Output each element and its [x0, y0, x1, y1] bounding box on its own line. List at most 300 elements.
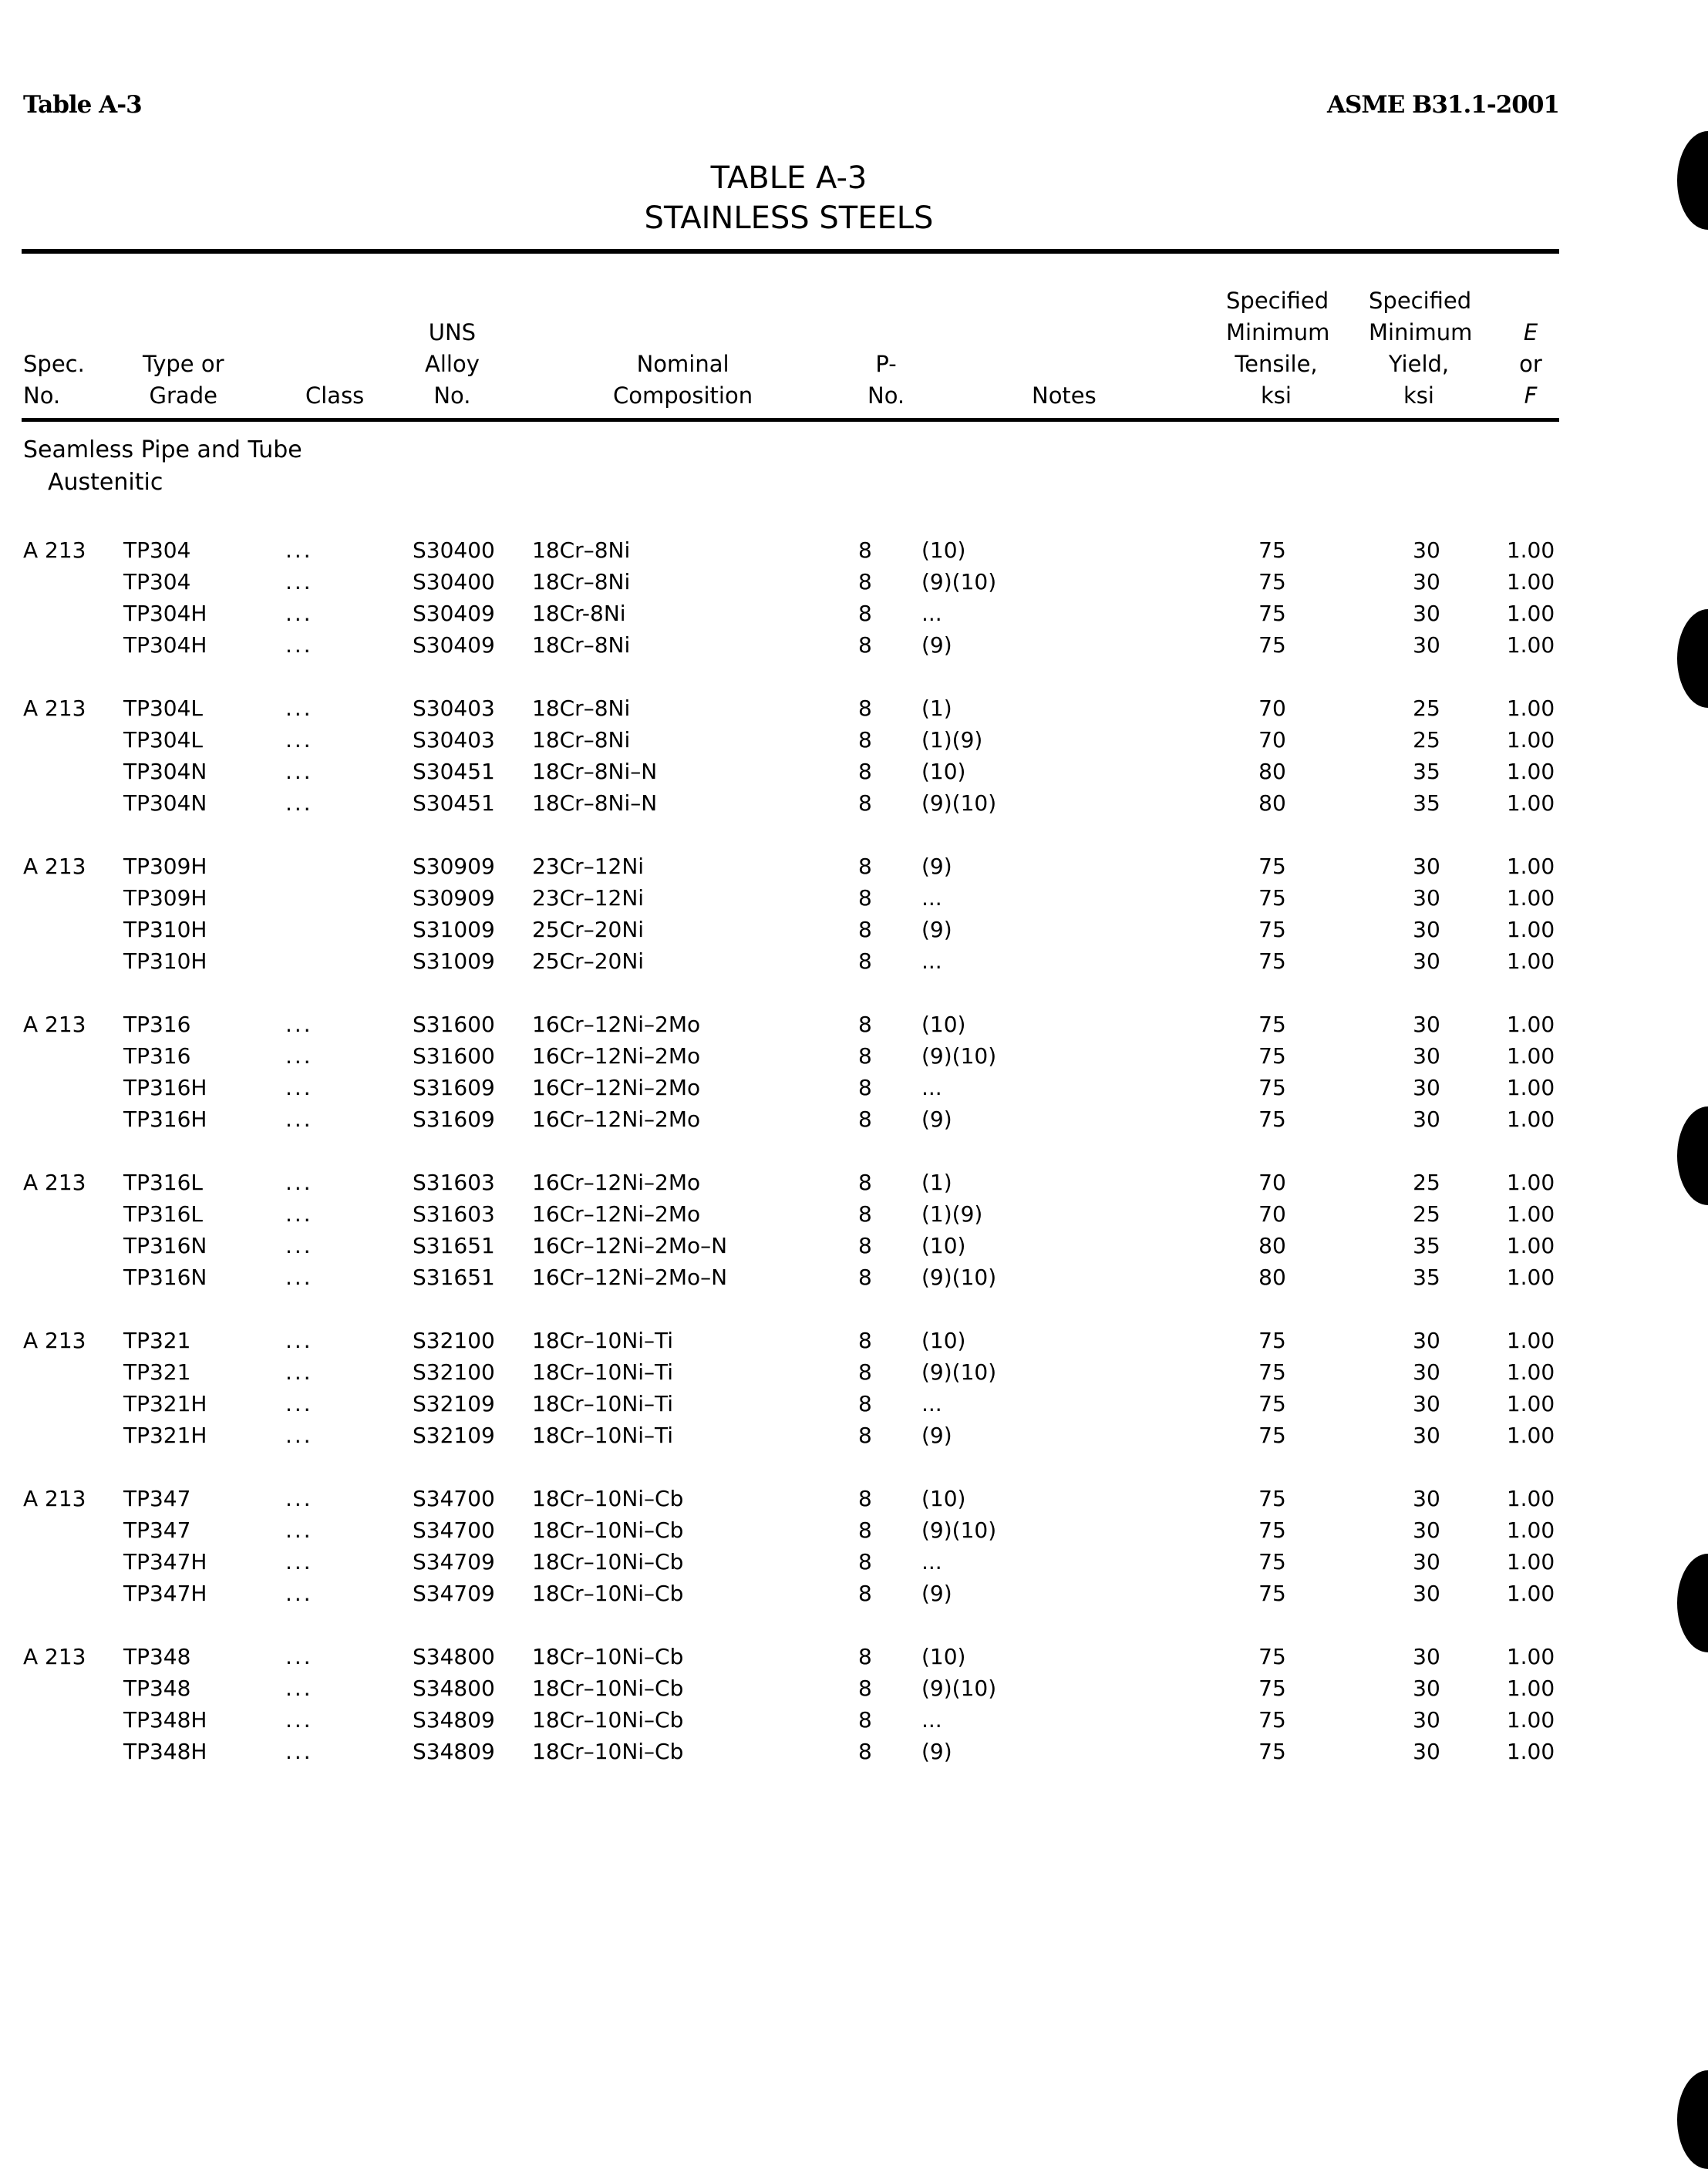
cell-class: ... — [285, 1233, 313, 1258]
cell-tensile: 75 — [1258, 601, 1286, 626]
cell-p-no: 8 — [858, 1486, 872, 1511]
cell-tensile: 75 — [1258, 1486, 1286, 1511]
cell-class: ... — [285, 1328, 313, 1353]
cell-class: ... — [285, 1170, 313, 1195]
cell-e-or-f: 1.00 — [1506, 1265, 1555, 1290]
cell-class: ... — [285, 1106, 313, 1132]
cell-notes: (10) — [921, 537, 966, 563]
cell-type-grade: TP304 — [123, 569, 191, 594]
cell-type-grade: TP304H — [123, 601, 207, 626]
cell-composition: 16Cr–12Ni–2Mo — [532, 1170, 701, 1195]
row-group — [0, 534, 1708, 692]
cell-uns-alloy: S34709 — [413, 1549, 495, 1575]
cell-composition: 18Cr–10Ni–Ti — [532, 1423, 674, 1448]
row-group — [0, 1009, 1708, 1167]
cell-type-grade: TP316L — [123, 1201, 204, 1227]
cell-composition: 18Cr–10Ni–Cb — [532, 1707, 684, 1733]
cell-uns-alloy: S31603 — [413, 1201, 495, 1227]
cell-yield: 30 — [1413, 1359, 1440, 1385]
cell-class: ... — [285, 1549, 313, 1575]
cell-p-no: 8 — [858, 759, 872, 784]
cell-p-no: 8 — [858, 727, 872, 753]
cell-yield: 30 — [1413, 1486, 1440, 1511]
cell-type-grade: TP321 — [123, 1328, 191, 1353]
cell-uns-alloy: S31600 — [413, 1043, 495, 1069]
cell-class: ... — [285, 632, 313, 658]
cell-composition: 25Cr–20Ni — [532, 917, 645, 942]
cell-type-grade: TP348 — [123, 1644, 191, 1669]
table-row — [0, 1261, 1708, 1293]
cell-class: ... — [285, 1043, 313, 1069]
cell-type-grade: TP304H — [123, 632, 207, 658]
cell-uns-alloy: S30451 — [413, 790, 495, 816]
cell-composition: 18Cr–10Ni–Cb — [532, 1581, 684, 1606]
table-row — [0, 692, 1708, 724]
cell-p-no: 8 — [858, 948, 872, 974]
cell-uns-alloy: S31600 — [413, 1012, 495, 1037]
cell-yield: 30 — [1413, 1739, 1440, 1764]
cell-e-or-f: 1.00 — [1506, 1075, 1555, 1100]
cell-yield: 30 — [1413, 537, 1440, 563]
cell-uns-alloy: S34700 — [413, 1486, 495, 1511]
table-row — [0, 1230, 1708, 1261]
cell-type-grade: TP309H — [123, 854, 207, 879]
cell-class: ... — [285, 790, 313, 816]
cell-yield: 30 — [1413, 1549, 1440, 1575]
cell-type-grade: TP348H — [123, 1739, 207, 1764]
cell-tensile: 75 — [1258, 1075, 1286, 1100]
cell-yield: 30 — [1413, 569, 1440, 594]
table-row — [0, 534, 1708, 566]
cell-composition: 18Cr–8Ni — [532, 569, 631, 594]
cell-tensile: 75 — [1258, 917, 1286, 942]
table-row — [0, 1356, 1708, 1388]
cell-class: ... — [285, 601, 313, 626]
cell-uns-alloy: S31009 — [413, 917, 495, 942]
table-row — [0, 1072, 1708, 1103]
cell-e-or-f: 1.00 — [1506, 1359, 1555, 1385]
row-group — [0, 1167, 1708, 1325]
cell-e-or-f: 1.00 — [1506, 1043, 1555, 1069]
cell-type-grade: TP310H — [123, 917, 207, 942]
col-header-uns: UNS Alloy No. — [425, 319, 480, 409]
cell-spec: A 213 — [23, 537, 86, 563]
cell-yield: 30 — [1413, 1043, 1440, 1069]
table-row — [0, 1009, 1708, 1040]
cell-composition: 23Cr–12Ni — [532, 885, 645, 911]
cell-uns-alloy: S34800 — [413, 1644, 495, 1669]
cell-yield: 30 — [1413, 1644, 1440, 1669]
col-header-type: Type or Grade — [143, 351, 224, 409]
cell-notes: (9)(10) — [921, 1359, 997, 1385]
cell-class: ... — [285, 1359, 313, 1385]
cell-e-or-f: 1.00 — [1506, 569, 1555, 594]
cell-composition: 18Cr–10Ni–Cb — [532, 1517, 684, 1543]
cell-uns-alloy: S32109 — [413, 1391, 495, 1416]
cell-p-no: 8 — [858, 854, 872, 879]
cell-uns-alloy: S31651 — [413, 1265, 495, 1290]
cell-tensile: 75 — [1258, 569, 1286, 594]
cell-tensile: 70 — [1258, 1170, 1286, 1195]
cell-p-no: 8 — [858, 632, 872, 658]
cell-class: ... — [285, 727, 313, 753]
cell-type-grade: TP348H — [123, 1707, 207, 1733]
cell-composition: 16Cr–12Ni–2Mo — [532, 1043, 701, 1069]
cell-p-no: 8 — [858, 1644, 872, 1669]
cell-composition: 18Cr–10Ni–Cb — [532, 1739, 684, 1764]
cell-uns-alloy: S30909 — [413, 885, 495, 911]
cell-composition: 18Cr–8Ni–N — [532, 790, 658, 816]
cell-e-or-f: 1.00 — [1506, 854, 1555, 879]
cell-tensile: 75 — [1258, 537, 1286, 563]
cell-yield: 35 — [1413, 1265, 1440, 1290]
cell-class: ... — [285, 1201, 313, 1227]
cell-e-or-f: 1.00 — [1506, 1423, 1555, 1448]
cell-type-grade: TP316 — [123, 1043, 191, 1069]
table-title — [0, 158, 1578, 238]
cell-composition: 18Cr–8Ni — [532, 695, 631, 721]
cell-yield: 35 — [1413, 759, 1440, 784]
cell-e-or-f: 1.00 — [1506, 1739, 1555, 1764]
table-row — [0, 1514, 1708, 1546]
cell-p-no: 8 — [858, 1201, 872, 1227]
table-row — [0, 724, 1708, 756]
cell-notes: (1)(9) — [921, 727, 983, 753]
cell-notes: (10) — [921, 759, 966, 784]
cell-yield: 25 — [1413, 1170, 1440, 1195]
cell-notes: (9) — [921, 917, 952, 942]
cell-composition: 18Cr–10Ni–Cb — [532, 1676, 684, 1701]
col-header-notes: Notes — [1032, 382, 1097, 409]
cell-uns-alloy: S30451 — [413, 759, 495, 784]
cell-e-or-f: 1.00 — [1506, 1644, 1555, 1669]
cell-notes: (9) — [921, 854, 952, 879]
table-row — [0, 1704, 1708, 1736]
table-row — [0, 1040, 1708, 1072]
table-row — [0, 1736, 1708, 1767]
table-row — [0, 1198, 1708, 1230]
cell-type-grade: TP316 — [123, 1012, 191, 1037]
table-row — [0, 756, 1708, 787]
cell-notes: (10) — [921, 1233, 966, 1258]
cell-yield: 30 — [1413, 1581, 1440, 1606]
cell-spec: A 213 — [23, 1170, 86, 1195]
section-subtitle: Austenitic — [48, 469, 163, 496]
cell-type-grade: TP347H — [123, 1581, 207, 1606]
cell-uns-alloy: S34700 — [413, 1517, 495, 1543]
cell-spec: A 213 — [23, 1644, 86, 1669]
cell-composition: 18Cr–8Ni–N — [532, 759, 658, 784]
cell-type-grade: TP321H — [123, 1423, 207, 1448]
cell-composition: 18Cr–8Ni — [532, 727, 631, 753]
cell-tensile: 70 — [1258, 727, 1286, 753]
cell-composition: 18Cr–10Ni–Cb — [532, 1486, 684, 1511]
cell-spec: A 213 — [23, 1012, 86, 1037]
cell-e-or-f: 1.00 — [1506, 790, 1555, 816]
cell-type-grade: TP347 — [123, 1517, 191, 1543]
cell-e-or-f: 1.00 — [1506, 1517, 1555, 1543]
cell-uns-alloy: S30400 — [413, 569, 495, 594]
cell-composition: 18Cr–10Ni–Cb — [532, 1644, 684, 1669]
cell-p-no: 8 — [858, 569, 872, 594]
table-title-line1: TABLE A-3 — [710, 160, 867, 196]
cell-e-or-f: 1.00 — [1506, 1106, 1555, 1132]
cell-spec: A 213 — [23, 854, 86, 879]
cell-composition: 16Cr–12Ni–2Mo–N — [532, 1233, 728, 1258]
cell-tensile: 75 — [1258, 854, 1286, 879]
cell-composition: 16Cr–12Ni–2Mo — [532, 1106, 701, 1132]
cell-p-no: 8 — [858, 885, 872, 911]
cell-notes: (9)(10) — [921, 790, 997, 816]
cell-e-or-f: 1.00 — [1506, 632, 1555, 658]
cell-notes: (9) — [921, 1106, 952, 1132]
cell-p-no: 8 — [858, 917, 872, 942]
cell-tensile: 75 — [1258, 1328, 1286, 1353]
cell-class: ... — [285, 695, 313, 721]
cell-notes: (9)(10) — [921, 1676, 997, 1701]
row-group — [0, 850, 1708, 1009]
cell-notes: (1) — [921, 695, 952, 721]
cell-e-or-f: 1.00 — [1506, 1707, 1555, 1733]
cell-notes: (9)(10) — [921, 1043, 997, 1069]
cell-class: ... — [285, 1644, 313, 1669]
table-row — [0, 1325, 1708, 1356]
cell-uns-alloy: S31603 — [413, 1170, 495, 1195]
cell-p-no: 8 — [858, 1676, 872, 1701]
row-group — [0, 1325, 1708, 1483]
cell-p-no: 8 — [858, 1012, 872, 1037]
cell-p-no: 8 — [858, 1423, 872, 1448]
cell-composition: 18Cr–10Ni–Ti — [532, 1391, 674, 1416]
cell-e-or-f: 1.00 — [1506, 1328, 1555, 1353]
cell-composition: 16Cr–12Ni–2Mo — [532, 1075, 701, 1100]
cell-composition: 25Cr–20Ni — [532, 948, 645, 974]
cell-tensile: 75 — [1258, 1391, 1286, 1416]
col-header-e-or-f: E or F — [1519, 319, 1542, 409]
cell-uns-alloy: S30403 — [413, 695, 495, 721]
cell-composition: 23Cr–12Ni — [532, 854, 645, 879]
cell-class: ... — [285, 1676, 313, 1701]
table-row — [0, 1103, 1708, 1135]
cell-tensile: 75 — [1258, 1043, 1286, 1069]
cell-composition: 18Cr–10Ni–Ti — [532, 1328, 674, 1353]
cell-uns-alloy: S30400 — [413, 537, 495, 563]
cell-p-no: 8 — [858, 1233, 872, 1258]
cell-uns-alloy: S32100 — [413, 1328, 495, 1353]
col-header-class: Class — [305, 382, 365, 409]
cell-notes: ... — [921, 601, 942, 626]
cell-tensile: 75 — [1258, 1423, 1286, 1448]
cell-class: ... — [285, 1012, 313, 1037]
cell-e-or-f: 1.00 — [1506, 759, 1555, 784]
col-header-composition: Nominal Composition — [613, 351, 753, 409]
cell-class: ... — [285, 1581, 313, 1606]
cell-uns-alloy: S30909 — [413, 854, 495, 879]
cell-uns-alloy: S31651 — [413, 1233, 495, 1258]
cell-yield: 35 — [1413, 790, 1440, 816]
cell-tensile: 75 — [1258, 1106, 1286, 1132]
table-row — [0, 598, 1708, 629]
cell-uns-alloy: S34809 — [413, 1707, 495, 1733]
table-row — [0, 914, 1708, 945]
cell-yield: 30 — [1413, 1012, 1440, 1037]
cell-e-or-f: 1.00 — [1506, 1676, 1555, 1701]
page-header-right: ASME B31.1-2001 — [1326, 91, 1559, 119]
cell-tensile: 75 — [1258, 1581, 1286, 1606]
cell-class: ... — [285, 569, 313, 594]
cell-tensile: 75 — [1258, 1517, 1286, 1543]
cell-tensile: 75 — [1258, 948, 1286, 974]
cell-class: ... — [285, 759, 313, 784]
col-header-spec: Spec. No. — [23, 351, 85, 409]
cell-notes: ... — [921, 1707, 942, 1733]
cell-uns-alloy: S34809 — [413, 1739, 495, 1764]
cell-composition: 18Cr–10Ni–Ti — [532, 1359, 674, 1385]
cell-tensile: 75 — [1258, 1012, 1286, 1037]
cell-type-grade: TP304N — [123, 759, 207, 784]
table-row — [0, 1167, 1708, 1198]
cell-spec: A 213 — [23, 1486, 86, 1511]
table-row — [0, 1672, 1708, 1704]
cell-notes: ... — [921, 1549, 942, 1575]
cell-p-no: 8 — [858, 601, 872, 626]
row-group — [0, 692, 1708, 850]
cell-p-no: 8 — [858, 1391, 872, 1416]
cell-type-grade: TP316N — [123, 1265, 207, 1290]
cell-composition: 18Cr–8Ni — [532, 537, 631, 563]
cell-class: ... — [285, 1517, 313, 1543]
cell-type-grade: TP304L — [123, 695, 204, 721]
cell-type-grade: TP316N — [123, 1233, 207, 1258]
cell-notes: (1)(9) — [921, 1201, 983, 1227]
cell-yield: 30 — [1413, 1517, 1440, 1543]
cell-type-grade: TP321H — [123, 1391, 207, 1416]
cell-p-no: 8 — [858, 695, 872, 721]
cell-tensile: 80 — [1258, 759, 1286, 784]
row-group — [0, 1641, 1708, 1799]
cell-yield: 30 — [1413, 1075, 1440, 1100]
header-rule — [22, 418, 1559, 422]
cell-tensile: 75 — [1258, 632, 1286, 658]
binder-hole-icon — [1677, 131, 1708, 230]
cell-notes: (10) — [921, 1486, 966, 1511]
cell-notes: ... — [921, 948, 942, 974]
cell-tensile: 80 — [1258, 1233, 1286, 1258]
cell-p-no: 8 — [858, 1517, 872, 1543]
col-header-p-no: P- No. — [867, 351, 905, 409]
cell-yield: 30 — [1413, 1676, 1440, 1701]
cell-yield: 30 — [1413, 885, 1440, 911]
cell-notes: (10) — [921, 1012, 966, 1037]
cell-yield: 30 — [1413, 1707, 1440, 1733]
cell-notes: (10) — [921, 1644, 966, 1669]
cell-notes: (9)(10) — [921, 569, 997, 594]
cell-yield: 25 — [1413, 695, 1440, 721]
table-row — [0, 1641, 1708, 1672]
cell-p-no: 8 — [858, 1549, 872, 1575]
table-row — [0, 566, 1708, 598]
cell-p-no: 8 — [858, 1328, 872, 1353]
cell-uns-alloy: S32100 — [413, 1359, 495, 1385]
cell-p-no: 8 — [858, 1106, 872, 1132]
cell-uns-alloy: S34709 — [413, 1581, 495, 1606]
table-row — [0, 1578, 1708, 1609]
cell-p-no: 8 — [858, 1581, 872, 1606]
row-group — [0, 1483, 1708, 1641]
cell-tensile: 70 — [1258, 695, 1286, 721]
cell-e-or-f: 1.00 — [1506, 1012, 1555, 1037]
cell-yield: 30 — [1413, 601, 1440, 626]
cell-p-no: 8 — [858, 1075, 872, 1100]
cell-e-or-f: 1.00 — [1506, 948, 1555, 974]
cell-type-grade: TP316H — [123, 1075, 207, 1100]
cell-type-grade: TP316L — [123, 1170, 204, 1195]
cell-composition: 18Cr–10Ni–Cb — [532, 1549, 684, 1575]
cell-class: ... — [285, 1423, 313, 1448]
cell-notes: ... — [921, 1391, 942, 1416]
cell-class: ... — [285, 1265, 313, 1290]
cell-e-or-f: 1.00 — [1506, 537, 1555, 563]
cell-yield: 25 — [1413, 727, 1440, 753]
cell-tensile: 75 — [1258, 1359, 1286, 1385]
cell-spec: A 213 — [23, 1328, 86, 1353]
cell-uns-alloy: S31609 — [413, 1075, 495, 1100]
cell-tensile: 75 — [1258, 1739, 1286, 1764]
cell-e-or-f: 1.00 — [1506, 601, 1555, 626]
table-row — [0, 1483, 1708, 1514]
cell-uns-alloy: S32109 — [413, 1423, 495, 1448]
cell-tensile: 75 — [1258, 1707, 1286, 1733]
table-row — [0, 629, 1708, 661]
cell-type-grade: TP347H — [123, 1549, 207, 1575]
cell-p-no: 8 — [858, 1265, 872, 1290]
cell-composition: 16Cr–12Ni–2Mo — [532, 1012, 701, 1037]
cell-uns-alloy: S34800 — [413, 1676, 495, 1701]
page-header-left: Table A-3 — [23, 91, 142, 119]
cell-uns-alloy: S31009 — [413, 948, 495, 974]
cell-yield: 30 — [1413, 1391, 1440, 1416]
cell-e-or-f: 1.00 — [1506, 1233, 1555, 1258]
cell-notes: (9)(10) — [921, 1517, 997, 1543]
cell-tensile: 75 — [1258, 1676, 1286, 1701]
table-title-line2: STAINLESS STEELS — [644, 200, 934, 236]
cell-type-grade: TP347 — [123, 1486, 191, 1511]
cell-notes: (1) — [921, 1170, 952, 1195]
cell-type-grade: TP304N — [123, 790, 207, 816]
cell-class: ... — [285, 1739, 313, 1764]
cell-yield: 30 — [1413, 854, 1440, 879]
cell-p-no: 8 — [858, 1359, 872, 1385]
cell-class: ... — [285, 1075, 313, 1100]
cell-p-no: 8 — [858, 1739, 872, 1764]
table-row — [0, 1546, 1708, 1578]
cell-e-or-f: 1.00 — [1506, 1391, 1555, 1416]
cell-yield: 30 — [1413, 1106, 1440, 1132]
cell-uns-alloy: S31609 — [413, 1106, 495, 1132]
cell-e-or-f: 1.00 — [1506, 917, 1555, 942]
cell-tensile: 80 — [1258, 1265, 1286, 1290]
cell-type-grade: TP348 — [123, 1676, 191, 1701]
cell-p-no: 8 — [858, 1707, 872, 1733]
cell-tensile: 75 — [1258, 1644, 1286, 1669]
cell-notes: (9) — [921, 1581, 952, 1606]
cell-uns-alloy: S30409 — [413, 601, 495, 626]
cell-notes: ... — [921, 885, 942, 911]
cell-e-or-f: 1.00 — [1506, 1170, 1555, 1195]
cell-e-or-f: 1.00 — [1506, 1549, 1555, 1575]
cell-tensile: 75 — [1258, 885, 1286, 911]
cell-e-or-f: 1.00 — [1506, 1486, 1555, 1511]
